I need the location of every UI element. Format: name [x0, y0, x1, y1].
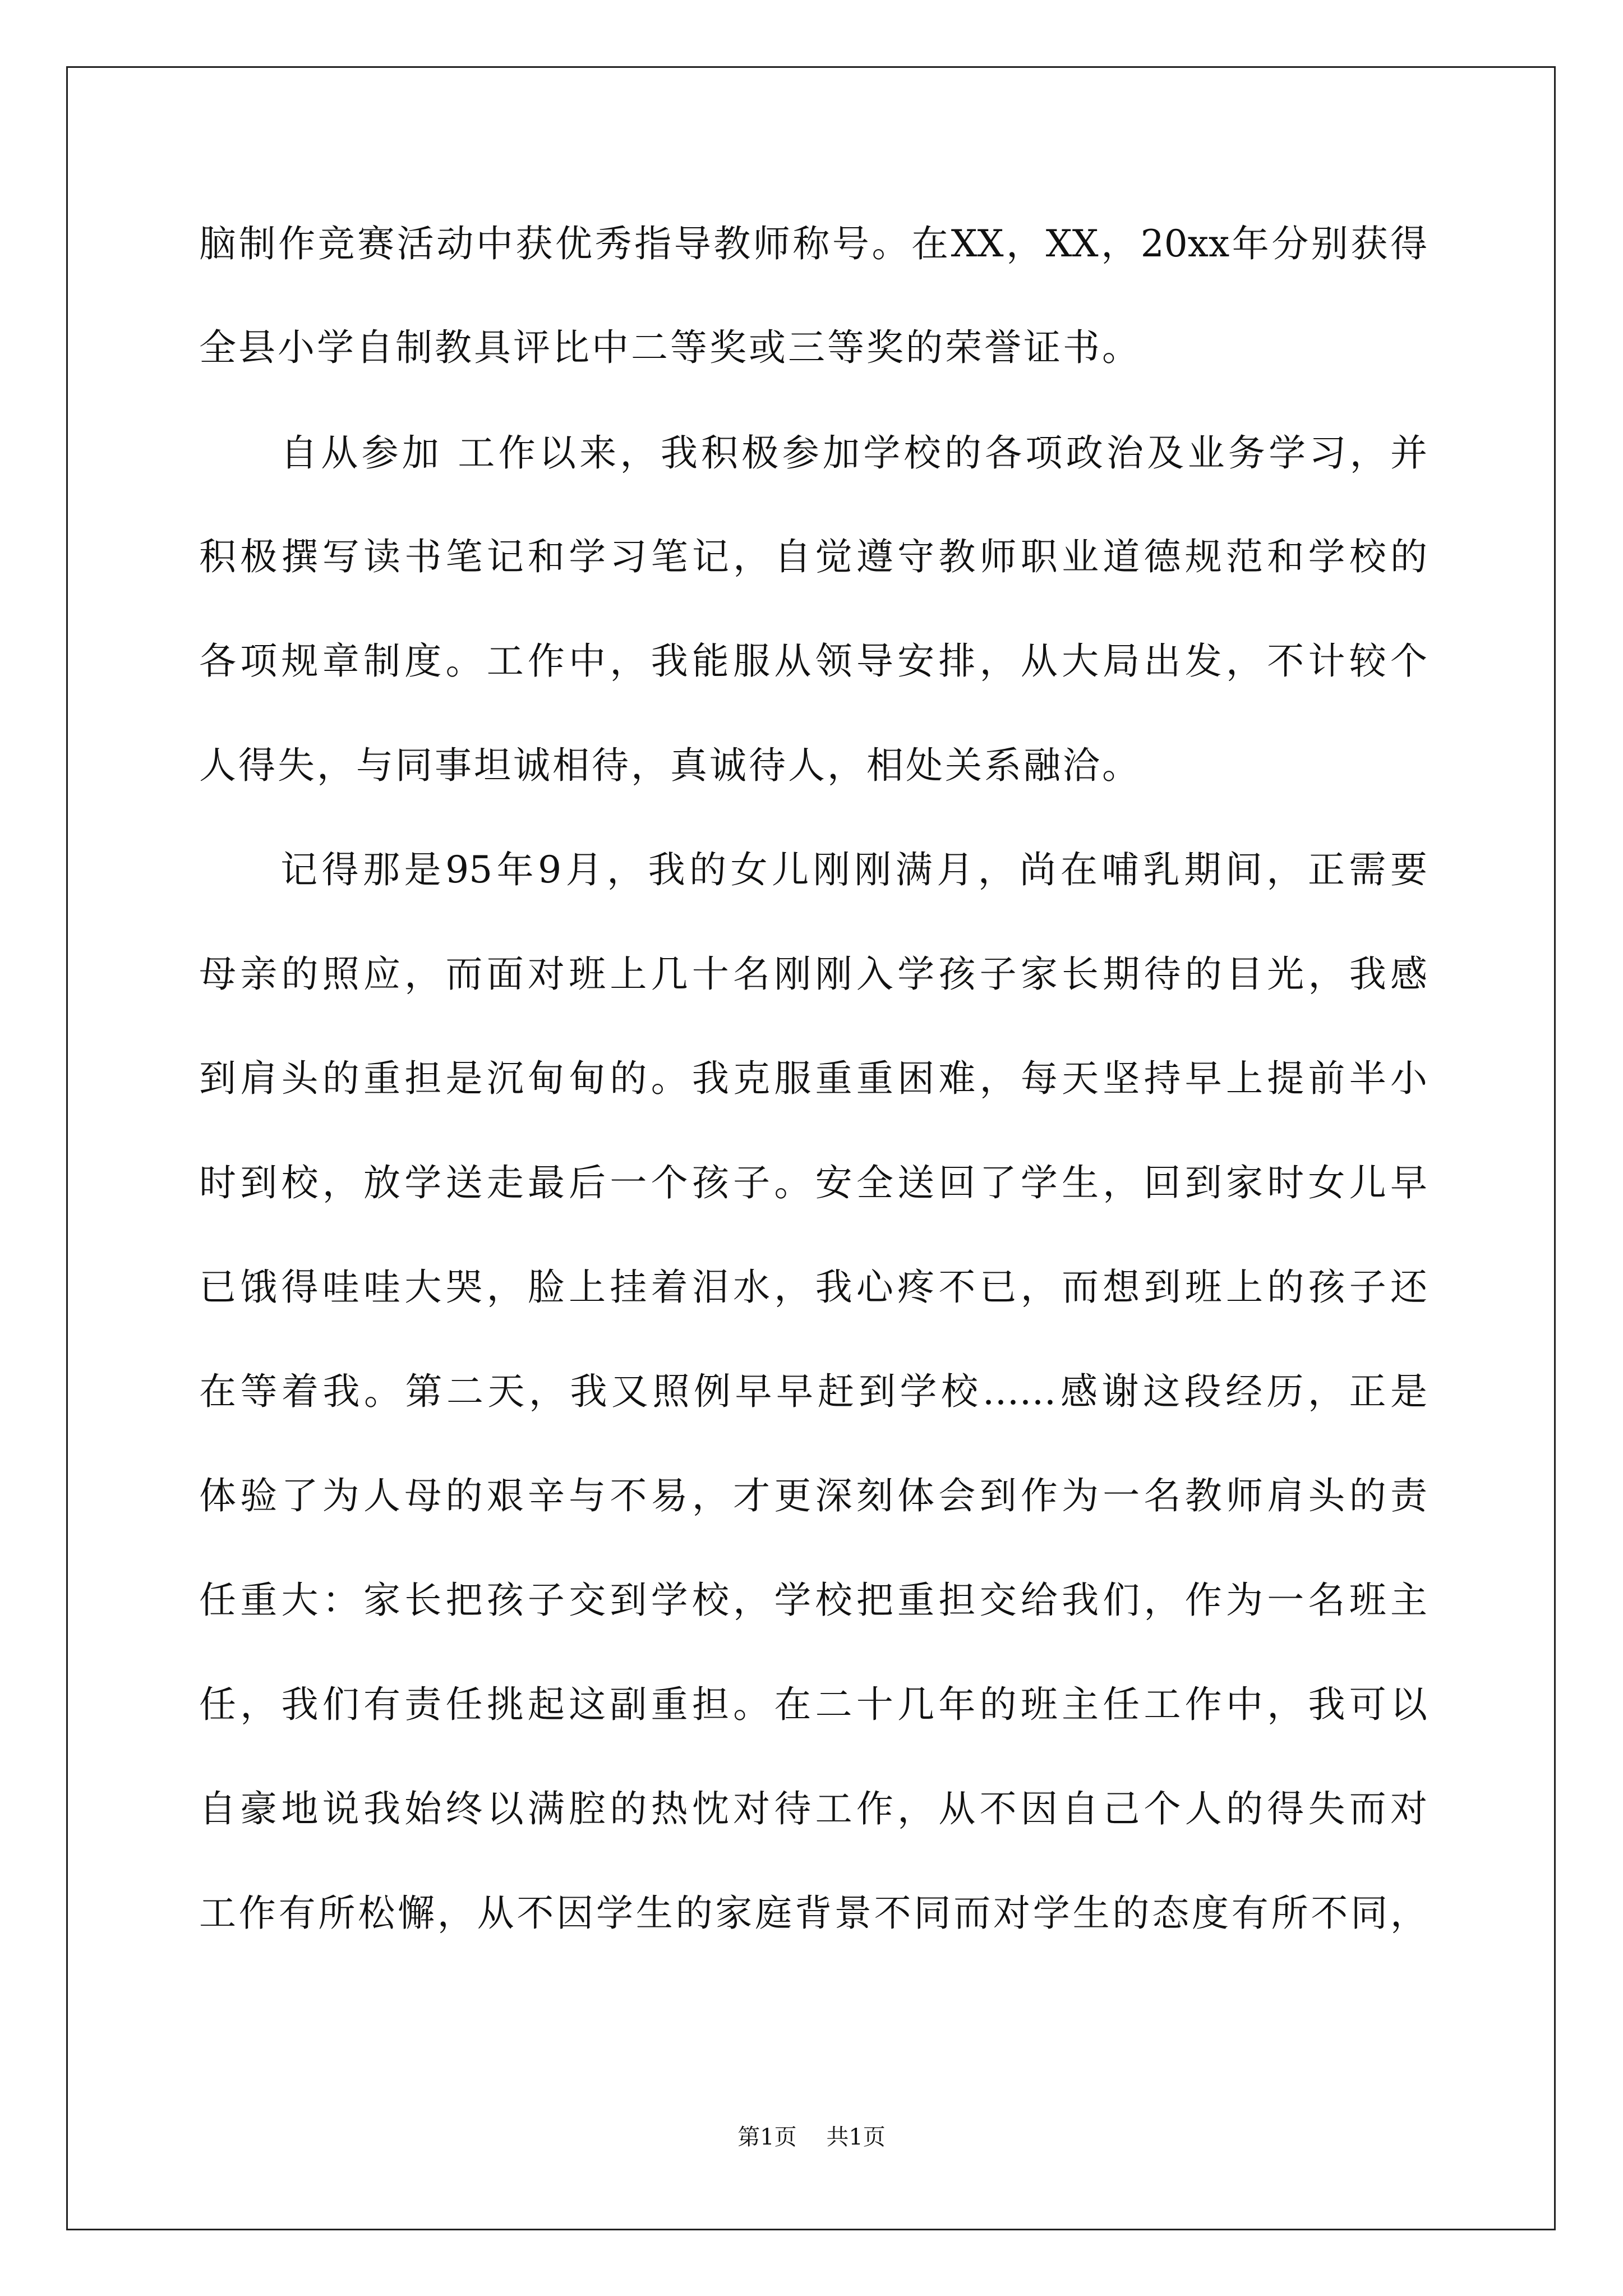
text-line: 自豪地说我始终以满腔的热忱对待工作，从不因自己个人的得失而对 — [199, 1787, 1427, 1830]
text-line: 已饿得哇哇大哭，脸上挂着泪水，我心疼不已，而想到班上的孩子还 — [199, 1266, 1427, 1309]
text-line: 脑制作竞赛活动中获优秀指导教师称号。在XX，XX，20xx年分别获得 — [199, 222, 1427, 265]
page-footer — [0, 2123, 1623, 2151]
text-line: 自从参加 工作以来，我积极参加学校的各项政治及业务学习，并 — [280, 431, 1427, 475]
text-line: 到肩头的重担是沉甸甸的。我克服重重困难，每天坚持早上提前半小 — [199, 1057, 1427, 1100]
text-line: 人得失，与同事坦诚相待，真诚待人，相处关系融洽。 — [199, 744, 1141, 787]
page-total: 共1页 — [826, 2124, 886, 2150]
text-line: 在等着我。第二天，我又照例早早赶到学校……感谢这段经历，正是 — [199, 1370, 1427, 1413]
text-line: 体验了为人母的艰辛与不易，才更深刻体会到作为一名教师肩头的责 — [199, 1474, 1427, 1517]
text-line: 母亲的照应，而面对班上几十名刚刚入学孩子家长期待的目光，我感 — [199, 953, 1427, 996]
text-line: 积极撰写读书笔记和学习笔记，自觉遵守教师职业道德规范和学校的 — [199, 535, 1427, 578]
text-line: 任重大：家长把孩子交到学校，学校把重担交给我们，作为一名班主 — [199, 1579, 1427, 1622]
text-line: 全县小学自制教具评比中二等奖或三等奖的荣誉证书。 — [199, 326, 1141, 369]
text-line: 任，我们有责任挑起这副重担。在二十几年的班主任工作中，我可以 — [199, 1683, 1427, 1726]
page-number: 第1页 — [737, 2124, 797, 2150]
text-line: 各项规章制度。工作中，我能服从领导安排，从大局出发，不计较个 — [199, 639, 1427, 683]
text-line: 工作有所松懈，从不因学生的家庭背景不同而对学生的态度有所不同， — [199, 1892, 1427, 1935]
text-line: 时到校，放学送走最后一个孩子。安全送回了学生，回到家时女儿早 — [199, 1161, 1427, 1204]
text-line: 记得那是95年9月，我的女儿刚刚满月，尚在哺乳期间，正需要 — [280, 848, 1427, 891]
